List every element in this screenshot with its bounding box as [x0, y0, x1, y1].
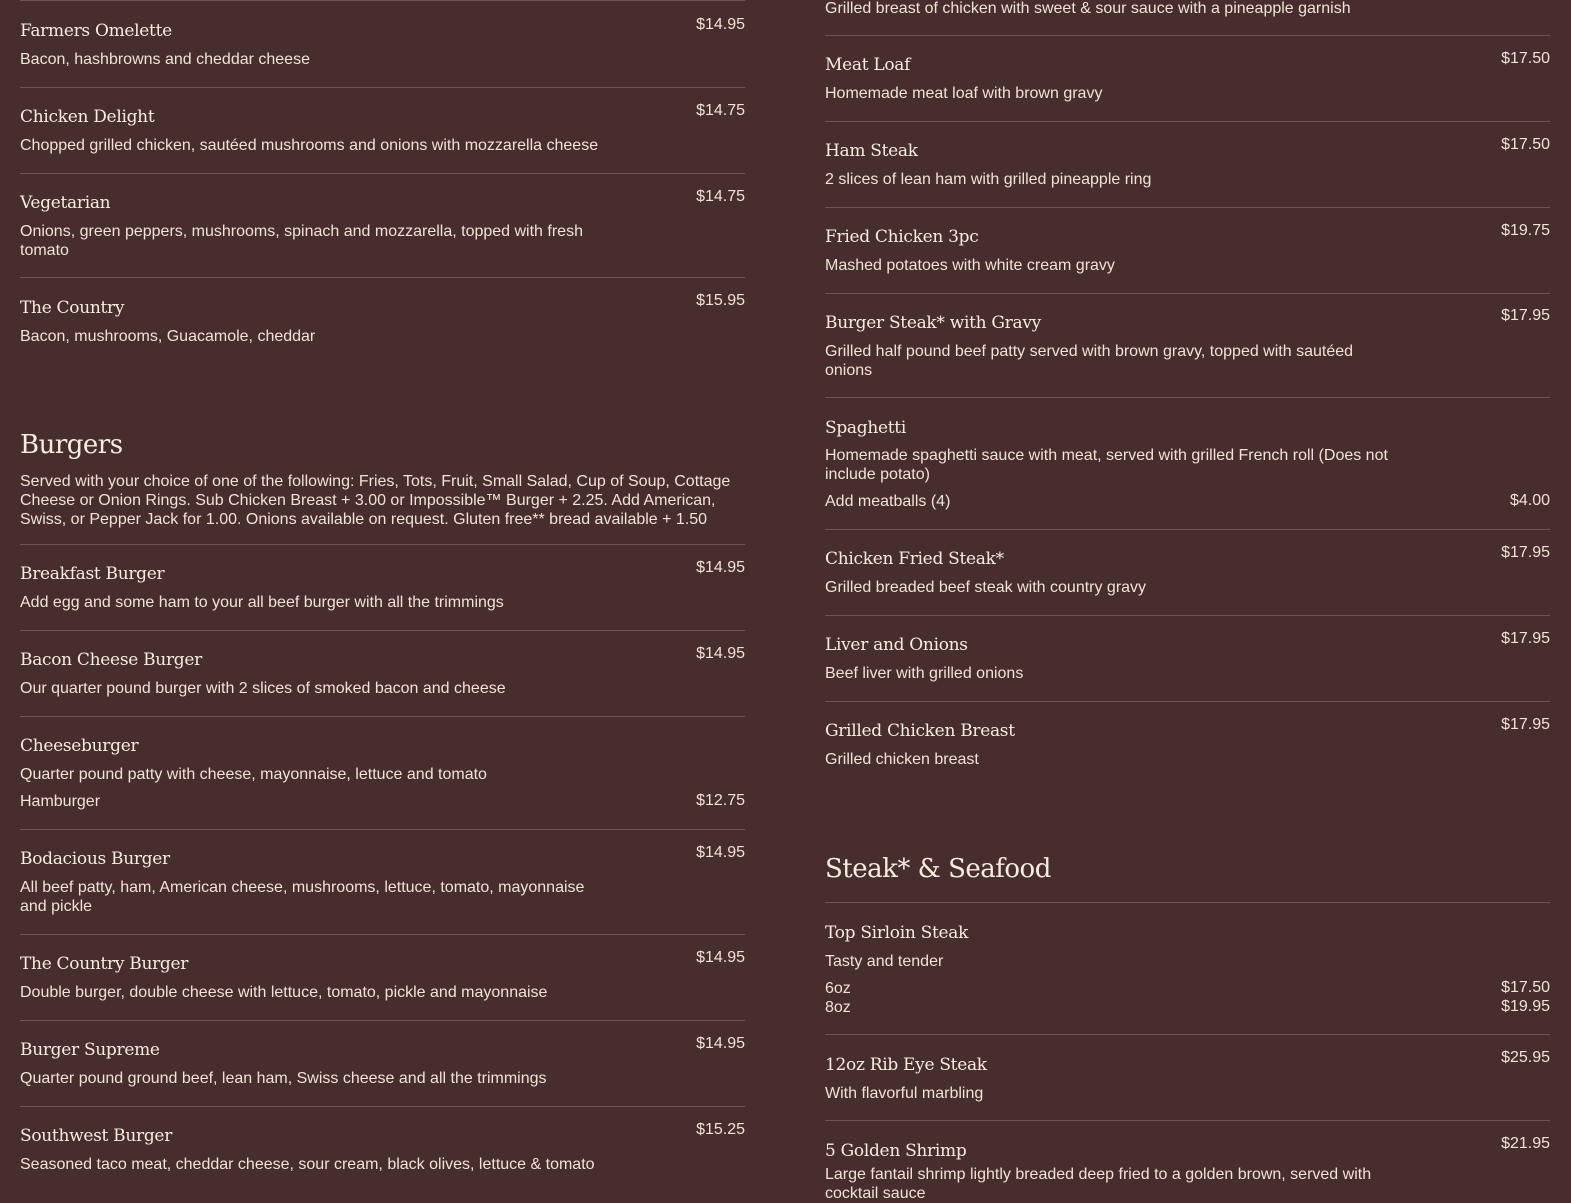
menu-item-name: Top Sirloin Steak: [825, 923, 969, 943]
menu-item-name: Chicken Fried Steak*: [825, 549, 1004, 569]
menu-item-description: Quarter pound patty with cheese, mayonnaise, lettuce and tomato: [20, 766, 487, 783]
divider: [20, 829, 745, 830]
menu-item-price: $17.95: [1501, 630, 1550, 647]
menu-item-description: Double burger, double cheese with lettuce, tomato, pickle and mayonnaise: [20, 984, 548, 1001]
menu-item-option: Hamburger: [20, 793, 101, 810]
menu-item-price: $25.95: [1501, 1049, 1550, 1066]
menu-item-name: The Country Burger: [20, 954, 189, 974]
menu-item-price: $14.95: [696, 1035, 745, 1052]
divider: [20, 0, 745, 1]
divider: [825, 1120, 1550, 1121]
menu-item-description: Our quarter pound burger with 2 slices of smoked bacon and cheese: [20, 680, 506, 697]
menu-item-name: Vegetarian: [20, 193, 111, 213]
menu-item-description: Bacon, mushrooms, Guacamole, cheddar: [20, 328, 316, 345]
divider: [20, 934, 745, 935]
menu-item-name: Cheeseburger: [20, 736, 139, 756]
menu-item-name: Ham Steak: [825, 141, 918, 161]
menu-item-price: $15.95: [696, 292, 745, 309]
menu-item-price: $17.95: [1501, 307, 1550, 324]
divider: [825, 293, 1550, 294]
divider: [20, 630, 745, 631]
divider: [20, 87, 745, 88]
menu-item-price: $15.25: [696, 1121, 745, 1138]
divider: [825, 207, 1550, 208]
menu-item-option: 6oz: [825, 980, 851, 997]
menu-item-description: Bacon, hashbrowns and cheddar cheese: [20, 51, 310, 68]
menu-item-price: $17.95: [1501, 544, 1550, 561]
menu-item-price: $14.95: [696, 844, 745, 861]
menu-item-price: $14.95: [696, 16, 745, 33]
divider: [20, 277, 745, 278]
menu-item-price: $14.95: [696, 949, 745, 966]
menu-item-description: 2 slices of lean ham with grilled pineapple ring: [825, 171, 1152, 188]
divider: [20, 544, 745, 545]
divider: [825, 902, 1550, 903]
menu-item-description: Chopped grilled chicken, sautéed mushrooms and onions with mozzarella cheese: [20, 137, 599, 154]
menu-item-name: Southwest Burger: [20, 1126, 173, 1146]
menu-item-price: $14.95: [696, 645, 745, 662]
menu-item-name: Farmers Omelette: [20, 21, 172, 41]
section-title-burgers: Burgers: [20, 430, 123, 460]
divider: [20, 1106, 745, 1107]
menu-item-price: $14.95: [696, 559, 745, 576]
menu-item-name: Burger Supreme: [20, 1040, 160, 1060]
menu-item-name: Breakfast Burger: [20, 564, 165, 584]
menu-item-price: $17.95: [1501, 716, 1550, 733]
menu-item-price: $14.75: [696, 102, 745, 119]
divider: [825, 615, 1550, 616]
menu-item-price: $14.75: [696, 188, 745, 205]
menu-item-description: Beef liver with grilled onions: [825, 665, 1024, 682]
menu-item-name: Bacon Cheese Burger: [20, 650, 202, 670]
menu-item-name: Bodacious Burger: [20, 849, 170, 869]
menu-item-description: Grilled breast of chicken with sweet & sour sauce with a pineapple garnish: [825, 0, 1351, 17]
menu-item-description: Add egg and some ham to your all beef burger with all the trimmings: [20, 594, 504, 611]
menu-item-price: $19.75: [1501, 222, 1550, 239]
menu-item-name: Liver and Onions: [825, 635, 968, 655]
menu-item-description: Homemade meat loaf with brown gravy: [825, 85, 1103, 102]
menu-item-description: Grilled half pound beef patty served with brown gravy, topped with sautéed onions: [825, 343, 1354, 379]
menu-item-description: Mashed potatoes with white cream gravy: [825, 257, 1115, 274]
menu-item-name: Meat Loaf: [825, 55, 911, 75]
divider: [20, 173, 745, 174]
menu-item-option-price: $19.95: [1501, 998, 1550, 1015]
menu-item-description: With flavorful marbling: [825, 1085, 984, 1102]
menu-item-description: Grilled chicken breast: [825, 751, 979, 768]
menu-item-name: Grilled Chicken Breast: [825, 721, 1015, 741]
divider: [825, 121, 1550, 122]
menu-item-description: Homemade spaghetti sauce with meat, served with grilled French roll (Does not include potato): [825, 447, 1388, 483]
menu-item-name: Burger Steak* with Gravy: [825, 313, 1041, 333]
menu-item-description: Grilled breaded beef steak with country gravy: [825, 579, 1147, 596]
menu-item-description: Tasty and tender: [825, 953, 944, 970]
menu-item-description: Quarter pound ground beef, lean ham, Swiss cheese and all the trimmings: [20, 1070, 547, 1087]
menu-item-price: $17.50: [1501, 50, 1550, 67]
menu-item-price: $21.95: [1501, 1135, 1550, 1152]
section-description: Served with your choice of one of the following: Fries, Tots, Fruit, Small Salad, Cup of Soup, Cottage Cheese or Onion Rings. Sub Chicken Breast + 3.00 or Impossible™ Burger + 2.25. Add American, Swiss, or Pepper Jack for 1.00. Onions available on request. Gluten free** bread available + 1.50: [20, 473, 731, 528]
divider: [825, 397, 1550, 398]
menu-item-description: Large fantail shrimp lightly breaded deep fried to a golden brown, served with cocktail sauce: [825, 1166, 1372, 1202]
section-title-steak-seafood: Steak* & Seafood: [825, 854, 1051, 884]
menu-item-description: Seasoned taco meat, cheddar cheese, sour cream, black olives, lettuce & tomato: [20, 1156, 595, 1173]
divider: [20, 716, 745, 717]
menu-item-description: All beef patty, ham, American cheese, mushrooms, lettuce, tomato, mayonnaise and pickle: [20, 879, 585, 915]
menu-item-name: 5 Golden Shrimp: [825, 1141, 967, 1161]
menu-item-option: Add meatballs (4): [825, 493, 951, 510]
divider: [825, 529, 1550, 530]
menu-item-option: 8oz: [825, 999, 851, 1016]
divider: [825, 1034, 1550, 1035]
menu-item-name: Spaghetti: [825, 418, 906, 438]
divider: [825, 701, 1550, 702]
menu-item-name: The Country: [20, 298, 125, 318]
divider: [20, 1020, 745, 1021]
menu-item-option-price: $4.00: [1509, 492, 1550, 509]
menu-item-name: Chicken Delight: [20, 107, 155, 127]
menu-item-option-price: $12.75: [696, 792, 745, 809]
menu-item-name: Fried Chicken 3pc: [825, 227, 979, 247]
menu-item-name: 12oz Rib Eye Steak: [825, 1055, 987, 1075]
divider: [825, 35, 1550, 36]
menu-item-description: Onions, green peppers, mushrooms, spinach and mozzarella, topped with fresh tomato: [20, 223, 583, 259]
menu-item-price: $17.50: [1501, 136, 1550, 153]
menu-item-option-price: $17.50: [1501, 979, 1550, 996]
